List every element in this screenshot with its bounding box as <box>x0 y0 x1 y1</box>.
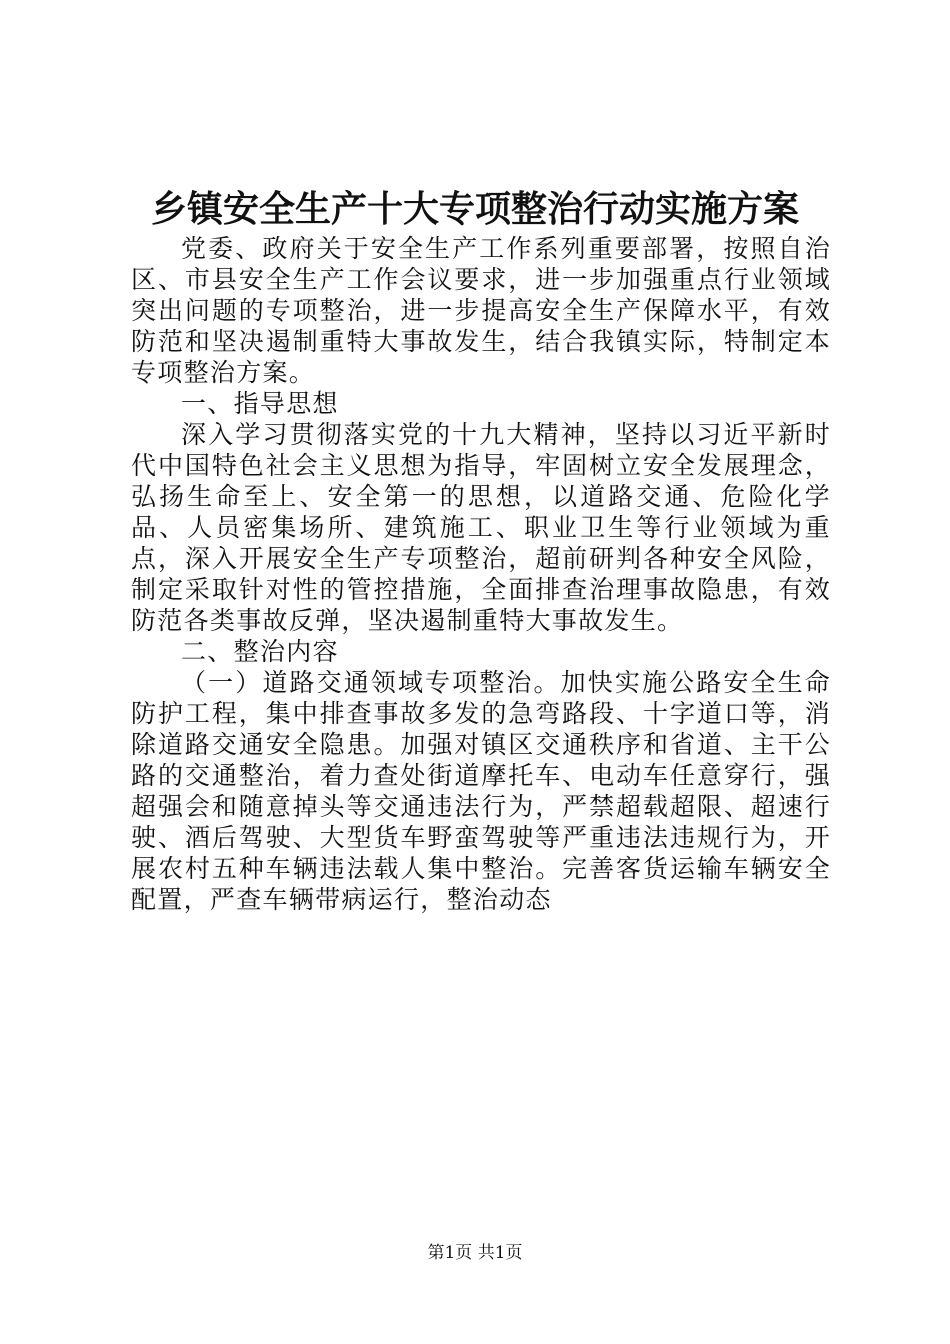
road-traffic-paragraph: （一）道路交通领域专项整治。加快实施公路安全生命防护工程，集中排查事故多发的急弯路段、十字道口等，消除道路交通安全隐患。加强对镇区交通秩序和省道、主干公路的交通整治，着力查处街道摩托车、电动车任意穿行，强超强会和随意掉头等交通违法行为，严禁超载超限、超速行驶、酒后驾驶、大型货车野蛮驾驶等严重违法违规行为，开展农村五种车辆违法载人集中整治。完善客货运输车辆安全配置，严查车辆带病运行，整治动态 <box>131 668 831 914</box>
page-number-footer: 第1页 共1页 <box>427 1243 523 1263</box>
document-title: 乡镇安全生产十大专项整治行动实施方案 <box>150 188 799 230</box>
guiding-thought-paragraph: 深入学习贯彻落实党的十九大精神，坚持以习近平新时代中国特色社会主义思想为指导，牢固树立安全发展理念，弘扬生命至上、安全第一的思想，以道路交通、危险化学品、人员密集场所、建筑施工、职业卫生等行业领域为重点，深入开展安全生产专项整治，超前研判各种安全风险，制定采取针对性的管控措施，全面排查治理事故隐患，有效防范各类事故反弹，坚决遏制重特大事故发生。 <box>131 420 831 635</box>
section-heading-rectification-content: 二、整治内容 <box>181 637 339 666</box>
intro-paragraph: 党委、政府关于安全生产工作系列重要部署，按照自治区、市县安全生产工作会议要求，进一步加强重点行业领域突出问题的专项整治，进一步提高安全生产保障水平，有效防范和坚决遏制重特大事故发生，结合我镇实际，特制定本专项整治方案。 <box>131 234 831 387</box>
section-heading-guiding-thought: 一、指导思想 <box>181 389 339 418</box>
document-body <box>131 233 831 915</box>
